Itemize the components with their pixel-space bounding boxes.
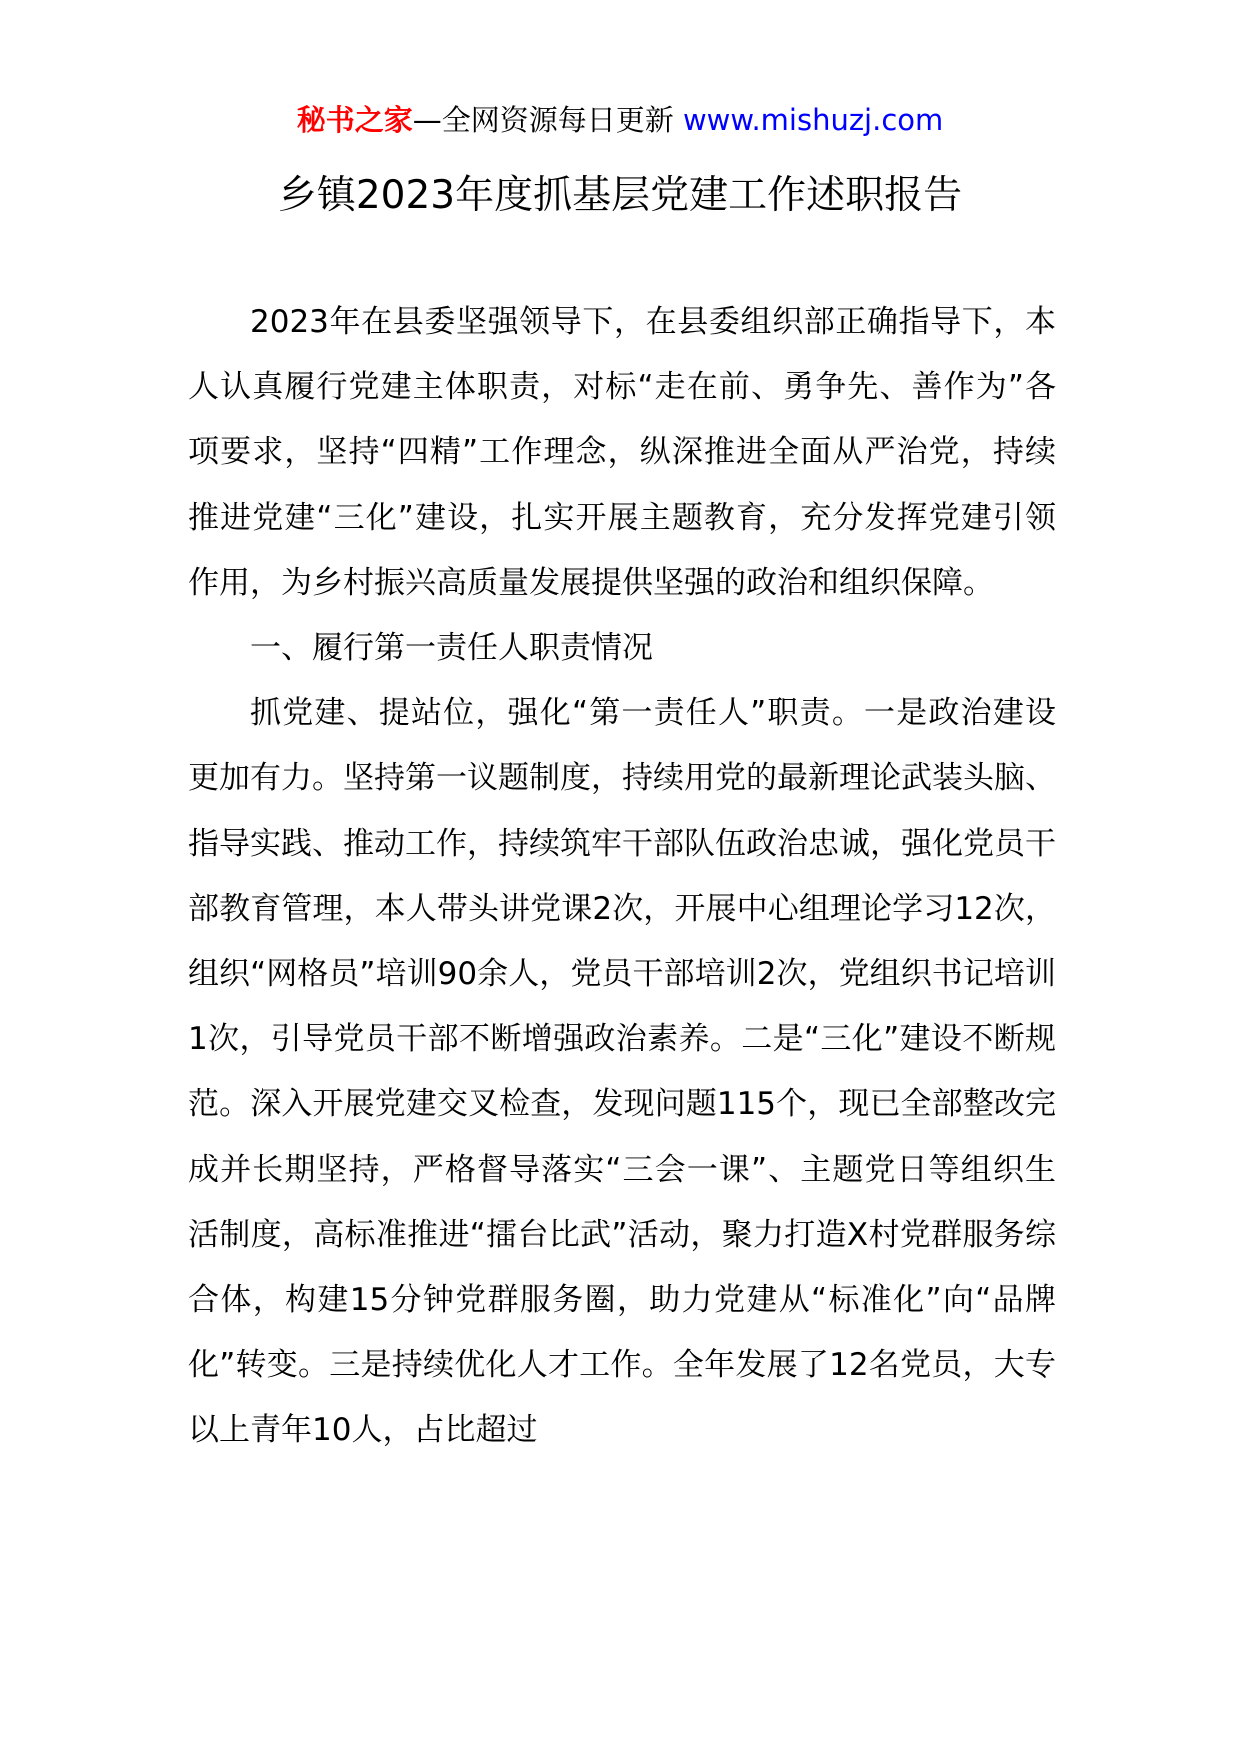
site-header	[0, 100, 1240, 140]
document-title: 乡镇2023年度抓基层党建工作述职报告	[277, 173, 963, 218]
section-heading: 一、履行第一责任人职责情况	[250, 630, 653, 667]
brand-name: 秘书之家	[296, 103, 413, 137]
intro-paragraph: 2023年在县委坚强领导下，在县委组织部正确指导下，本人认真履行党建主体职责，对标“走在前、勇争先、善作为”各项要求，坚持“四精”工作理念，纵深推进全面从严治党，持续推进党建“三化”建设，扎实开展主题教育，充分发挥党建引领作用，为乡村振兴高质量发展提供坚强的政治和组织保障。	[188, 304, 1056, 601]
header-slogan: —全网资源每日更新	[412, 103, 674, 137]
document-body	[188, 290, 1056, 1464]
website-link[interactable]: www.mishuzj.com	[682, 103, 944, 137]
body-paragraph: 抓党建、提站位，强化“第一责任人”职责。一是政治建设更加有力。坚持第一议题制度，持续用党的最新理论武装头脑、指导实践、推动工作，持续筑牢干部队伍政治忠诚，强化党员干部教育管理，本人带头讲党课2次，开展中心组理论学习12次，组织“网格员”培训90余人，党员干部培训2次，党组织书记培训1次，引导党员干部不断增强政治素养。二是“三化”建设不断规范。深入开展党建交叉检查，发现问题115个，现已全部整改完成并长期坚持，严格督导落实“三会一课”、主题党日等组织生活制度，高标准推进“擂台比武”活动，聚力打造X村党群服务综合体，构建15分钟党群服务圈，助力党建从“标准化”向“品牌化”转变。三是持续优化人才工作。全年发展了12名党员，大专以上青年10人，占比超过	[188, 695, 1056, 1449]
